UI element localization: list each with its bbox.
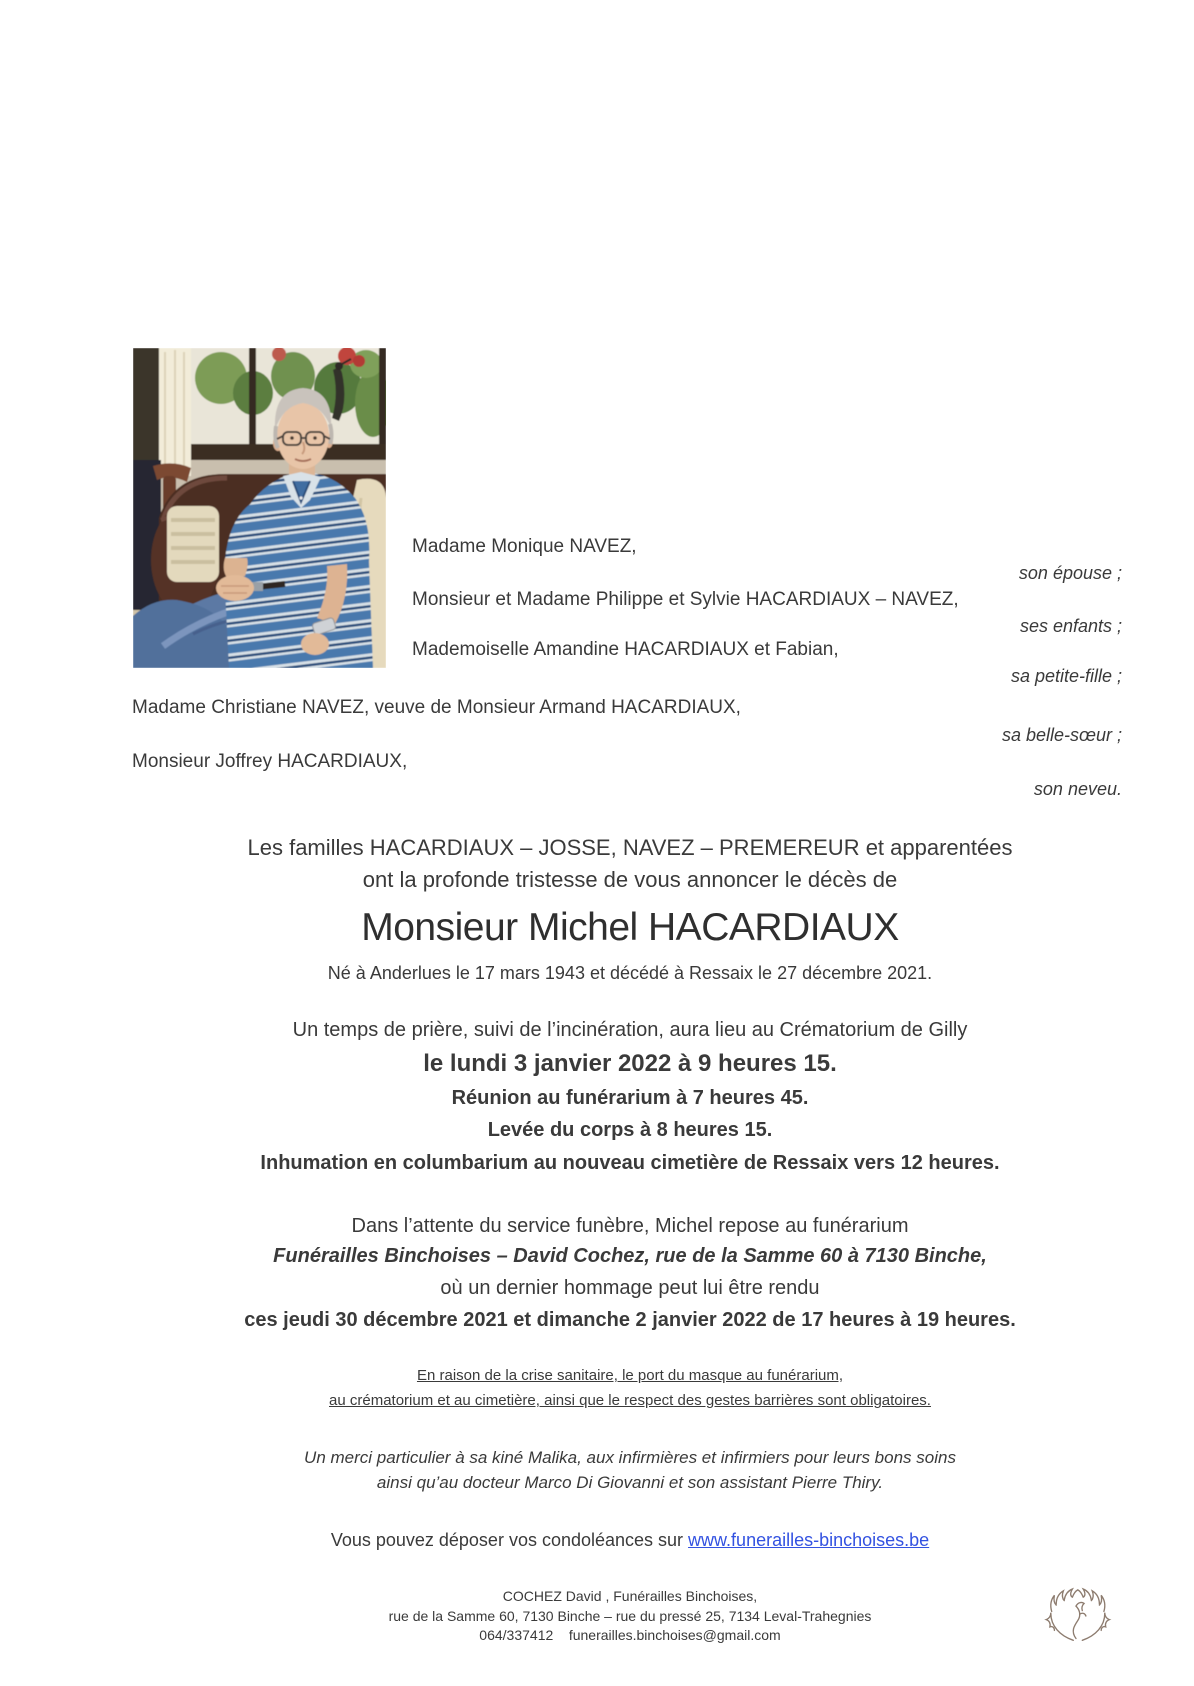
family-relation-sister-in-law: sa belle-sœur ; <box>1001 725 1122 745</box>
funeral-home-logo <box>1040 1585 1112 1647</box>
footer-addresses: rue de la Samme 60, 7130 Binche – rue du pressé 25, 7134 Leval-Trahegnies <box>388 1608 872 1624</box>
families-line: Les familles HACARDIAUX – JOSSE, NAVEZ – PREMEREUR et apparentées <box>247 835 1013 860</box>
repose-intro: Dans l’attente du service funèbre, Michel repose au funérarium <box>351 1215 909 1237</box>
covid-notice-line1: En raison de la crise sanitaire, le port du masque au funérarium, <box>416 1367 844 1384</box>
ceremony-inhumation: Inhumation en columbarium au nouveau cimetière de Ressaix vers 12 heures. <box>260 1152 1000 1174</box>
condolences-text: Vous pouvez déposer vos condoléances sur <box>330 1530 689 1550</box>
family-relation-spouse: son épouse ; <box>1018 563 1122 583</box>
repose-homage: où un dernier hommage peut lui être rendu <box>440 1277 820 1299</box>
family-member-sister-in-law: Madame Christiane NAVEZ, veuve de Monsieur Armand HACARDIAUX, <box>132 697 741 718</box>
thanks-line2: ainsi qu’au docteur Marco Di Giovanni et son assistant Pierre Thiry. <box>376 1473 884 1492</box>
condolences-line <box>132 1529 1128 1552</box>
sorrow-line: ont la profonde tristesse de vous annoncer le décès de <box>362 867 898 892</box>
phoenix-wings-icon <box>1040 1585 1112 1647</box>
ceremony-meeting: Réunion au funérarium à 7 heures 45. <box>451 1087 809 1109</box>
portrait-illustration <box>133 348 386 668</box>
family-relation-granddaughter: sa petite-fille ; <box>1010 666 1122 686</box>
visiting-hours: ces jeudi 30 décembre 2021 et dimanche 2 janvier 2022 de 17 heures à 19 heures. <box>244 1309 1016 1331</box>
family-member-children: Monsieur et Madame Philippe et Sylvie HACARDIAUX – NAVEZ, <box>412 589 959 610</box>
family-member-spouse: Madame Monique NAVEZ, <box>412 536 637 557</box>
family-member-granddaughter: Mademoiselle Amandine HACARDIAUX et Fabian, <box>412 639 839 660</box>
family-relation-nephew: son neveu. <box>1033 779 1122 799</box>
ceremony-levee: Levée du corps à 8 heures 15. <box>487 1119 773 1141</box>
funeral-home-address: Funérailles Binchoises – David Cochez, rue de la Samme 60 à 7130 Binche, <box>273 1245 987 1267</box>
ceremony-intro: Un temps de prière, suivi de l’incinération, aura lieu au Crématorium de Gilly <box>292 1019 968 1041</box>
family-relation-children: ses enfants ; <box>1019 616 1122 636</box>
condolences-website-link[interactable]: www.funerailles-binchoises.be <box>688 1530 930 1550</box>
deceased-portrait-photo <box>133 348 386 668</box>
family-member-nephew: Monsieur Joffrey HACARDIAUX, <box>132 751 408 772</box>
footer-phone-email: 064/337412 funerailles.binchoises@gmail.com <box>479 1627 781 1643</box>
ceremony-date: le lundi 3 janvier 2022 à 9 heures 15. <box>423 1050 837 1077</box>
covid-notice-line2: au crématorium et au cimetière, ainsi que le respect des gestes barrières sont obligatoires. <box>329 1392 931 1409</box>
birth-death-line: Né à Anderlues le 17 mars 1943 et décédé à Ressaix le 27 décembre 2021. <box>327 963 933 983</box>
deceased-name-title: Monsieur Michel HACARDIAUX <box>361 906 899 949</box>
footer-company: COCHEZ David , Funérailles Binchoises, <box>502 1588 758 1604</box>
thanks-line1: Un merci particulier à sa kiné Malika, aux infirmières et infirmiers pour leurs bons soins <box>304 1448 956 1467</box>
